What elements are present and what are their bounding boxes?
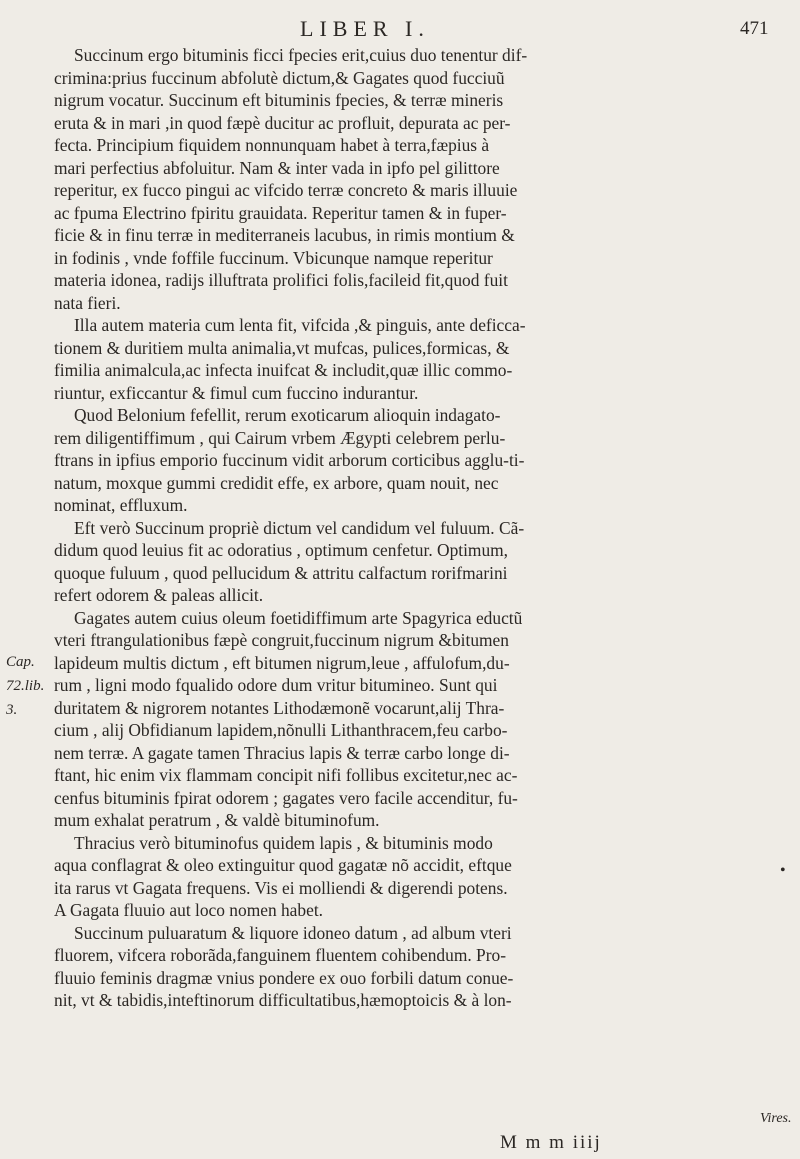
text-line: nigrum vocatur. Succinum eft bituminis fpecies, & terræ mineris [54,90,504,110]
text-line: duritatem & nigrorem notantes Lithodæmonẽ vocarunt,alij Thra- [54,697,505,718]
text-line: fecta. Principium fiquidem nonnunquam habet à terra,fæpius à [54,135,490,155]
text-line: Illa autem materia cum lenta fit, vifcida ,& pinguis, ante deficca- [74,315,526,335]
text-line: lapideum multis dictum , eft bitumen nigrum,leue , affulofum,du- [54,652,510,673]
text-line: ficie & in finu terræ in mediterraneis lacubus, in rimis montium & [54,225,515,245]
paragraph [54,832,750,922]
paragraph [54,314,750,404]
page-number: 471 [740,18,769,39]
text-line: Gagates autem cuius oleum foetidiffimum arte Spagyrica eductũ [74,607,523,628]
text-line: didum quod leuius fit ac odoratius , optimum cenfetur. Optimum, [54,540,509,560]
running-head: LIBER I. [300,16,430,41]
text-line: reperitur, ex fucco pingui ac vifcido terræ concreto & maris illuuie [54,180,518,200]
paragraph [54,607,750,832]
text-line: ftrans in ipfius emporio fuccinum vidit arborum corticibus agglu-ti- [54,450,525,470]
text-line: tionem & duritiem multa animalia,vt mufcas, pulices,formicas, & [54,337,510,358]
text-line: riuntur, exficcantur & fimul cum fuccino indurantur. [54,382,419,403]
paragraph [54,922,750,1012]
paragraph [54,517,750,607]
text-line: nominat, effluxum. [54,495,188,515]
page-header [0,16,800,46]
text-line: cenfus bituminis fpirat odorem ; gagates vero facile accenditur, fu- [54,787,518,808]
text-line: fluorem, vifcera roborãda,fanguinem fluentem cohibendum. Pro- [54,945,506,965]
text-line: Thracius verò bituminofus quidem lapis , & bituminis modo [74,832,493,853]
text-line: rum , ligni modo fqualido odore dum vritur bitumineo. Sunt qui [54,675,498,695]
text-line: materia idonea, radijs illuftrata prolifici folis,facileid fit,quod fuit [54,270,508,290]
text-line: nit, vt & tabidis,inteftinorum difficultatibus,hæmoptoicis & à lon- [54,990,512,1010]
margin-note [6,650,50,722]
text-line: in fodinis , vnde foffile fuccinum. Vbicunque namque reperitur [54,247,493,268]
text-line: nem terræ. A gagate tamen Thracius lapis & terræ carbo longe di- [54,742,510,763]
paragraph [54,404,750,517]
text-line: nata fieri. [54,292,121,313]
text-line: Succinum puluaratum & liquore idoneo datum , ad album vteri [74,922,512,943]
text-line: mum exhalat peratrum , & valdè bituminofum. [54,810,380,830]
text-line: mari perfectius abfoluitur. Nam & inter vada in ipfo pel gilittore [54,157,500,178]
margin-note-line: 3. [6,702,18,718]
text-line: Quod Belonium fefellit, rerum exoticarum alioquin indagato- [74,405,501,425]
text-line: quoque fuluum , quod pellucidum & attritu calfactum rorifmarini [54,562,508,583]
text-line: ac fpuma Electrino fpiritu grauidata. Reperitur tamen & in fuper- [54,202,507,223]
text-line: crimina:prius fuccinum abfolutè dictum,& Gagates quod fucciuũ [54,67,505,88]
text-line: Eft verò Succinum propriè dictum vel candidum vel fuluum. Cã- [74,517,525,538]
margin-note-line: 72.lib. [6,678,45,694]
body-text [54,44,750,1012]
text-line: refert odorem & paleas allicit. [54,585,264,605]
signature-mark: M m m iiij [500,1132,602,1153]
text-line: ita rarus vt Gagata frequens. Vis ei molliendi & digerendi potens. [54,877,508,898]
text-line: cium , alij Obfidianum lapidem,nõnulli Lithanthracem,feu carbo- [54,720,508,740]
text-line: natum, moxque gummi credidit effe, ex arbore, quam nouit, nec [54,472,499,493]
text-line: vteri ftrangulationibus fæpè congruit,fuccinum nigrum &bitumen [54,630,509,650]
text-line: Succinum ergo bituminis ficci fpecies erit,cuius duo tenentur dif- [74,45,528,65]
text-line: ftant, hic enim vix flammam concipit nifi follibus excitetur,nec ac- [54,765,518,785]
text-line: rem diligentiffimum , qui Cairum vrbem Ægypti celebrem perlu- [54,427,506,448]
margin-note-line: Cap. [6,654,35,670]
text-line: A Gagata fluuio aut loco nomen habet. [54,900,323,920]
margin-note-right: Vires. [760,1111,792,1126]
text-line: aqua conflagrat & oleo extinguitur quod gagatæ nõ accidit, eftque [54,855,512,875]
text-line: fimilia animalcula,ac infecta inuifcat & includit,quæ illic commo- [54,360,513,380]
margin-dot: • [780,862,786,879]
text-line: fluuio feminis dragmæ vnius pondere ex ouo forbili datum conue- [54,967,514,988]
text-line: eruta & in mari ,in quod fæpè ducitur ac profluit, depurata ac per- [54,112,511,133]
paragraph [54,44,750,314]
